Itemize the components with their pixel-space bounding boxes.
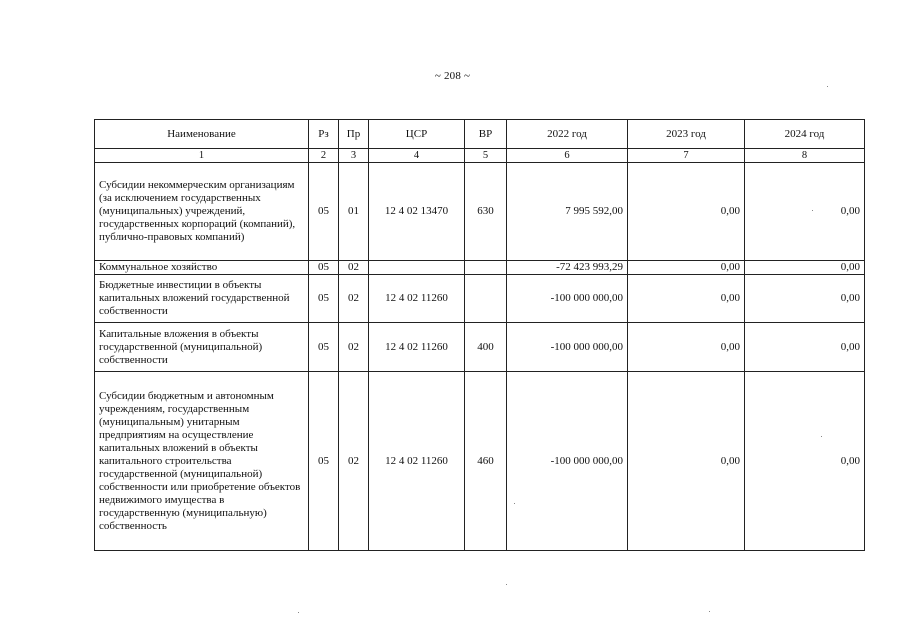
header-row bbox=[95, 120, 865, 149]
row-pr: 02 bbox=[339, 275, 369, 323]
column-number: 4 bbox=[369, 149, 465, 163]
row-rz: 05 bbox=[309, 163, 339, 261]
scan-speck bbox=[298, 612, 299, 613]
row-2022: -100 000 000,00 bbox=[507, 275, 628, 323]
scan-speck bbox=[514, 503, 515, 504]
column-number: 2 bbox=[309, 149, 339, 163]
scan-speck bbox=[709, 611, 710, 612]
column-number-row bbox=[95, 149, 865, 163]
column-number: 5 bbox=[465, 149, 507, 163]
table-row bbox=[95, 323, 865, 372]
header-vr: ВР bbox=[465, 120, 507, 149]
scan-speck bbox=[812, 210, 813, 211]
header-name: Наименование bbox=[95, 120, 309, 149]
row-name: Бюджетные инвестиции в объекты капитальных вложений государственной собственности bbox=[95, 275, 309, 323]
row-name: Капитальные вложения в объекты государственной (муниципальной) собственности bbox=[95, 323, 309, 372]
row-csr bbox=[369, 261, 465, 275]
budget-table bbox=[94, 119, 865, 551]
row-2023: 0,00 bbox=[628, 372, 745, 551]
row-2024: 0,00 bbox=[745, 261, 865, 275]
header-rz: Рз bbox=[309, 120, 339, 149]
column-number: 6 bbox=[507, 149, 628, 163]
table-row bbox=[95, 261, 865, 275]
header-2023: 2023 год bbox=[628, 120, 745, 149]
header-csr: ЦСР bbox=[369, 120, 465, 149]
row-rz: 05 bbox=[309, 323, 339, 372]
page-number: ~ 208 ~ bbox=[434, 70, 471, 82]
row-2022: 7 995 592,00 bbox=[507, 163, 628, 261]
row-pr: 02 bbox=[339, 372, 369, 551]
row-vr bbox=[465, 275, 507, 323]
table-row bbox=[95, 163, 865, 261]
column-number: 8 bbox=[745, 149, 865, 163]
table-row bbox=[95, 372, 865, 551]
row-csr: 12 4 02 11260 bbox=[369, 372, 465, 551]
table-row bbox=[95, 275, 865, 323]
row-vr bbox=[465, 261, 507, 275]
row-name: Субсидии бюджетным и автономным учреждениям, государственным (муниципальным) унитарным предприятиям на осуществление капитальных вложений в объекты капитального строительства государственной (муниципальной) собственности или приобретение объектов недвижимого имущества в государственную (муниципальную) собственность bbox=[95, 372, 309, 551]
row-name: Коммунальное хозяйство bbox=[95, 261, 309, 275]
row-csr: 12 4 02 13470 bbox=[369, 163, 465, 261]
row-vr: 400 bbox=[465, 323, 507, 372]
scan-speck bbox=[821, 436, 822, 437]
header-2022: 2022 год bbox=[507, 120, 628, 149]
row-pr: 01 bbox=[339, 163, 369, 261]
row-vr: 630 bbox=[465, 163, 507, 261]
scan-speck bbox=[506, 584, 507, 585]
row-2022: -72 423 993,29 bbox=[507, 261, 628, 275]
row-rz: 05 bbox=[309, 275, 339, 323]
row-2024: 0,00 bbox=[745, 372, 865, 551]
row-pr: 02 bbox=[339, 323, 369, 372]
row-csr: 12 4 02 11260 bbox=[369, 275, 465, 323]
row-rz: 05 bbox=[309, 261, 339, 275]
row-rz: 05 bbox=[309, 372, 339, 551]
row-2022: -100 000 000,00 bbox=[507, 323, 628, 372]
row-vr: 460 bbox=[465, 372, 507, 551]
column-number: 7 bbox=[628, 149, 745, 163]
row-2024: 0,00 bbox=[745, 163, 865, 261]
row-2022: -100 000 000,00 bbox=[507, 372, 628, 551]
header-2024: 2024 год bbox=[745, 120, 865, 149]
row-2024: 0,00 bbox=[745, 323, 865, 372]
row-2023: 0,00 bbox=[628, 163, 745, 261]
column-number: 1 bbox=[95, 149, 309, 163]
row-2023: 0,00 bbox=[628, 275, 745, 323]
row-name: Субсидии некоммерческим организациям (за исключением государственных (муниципальных) учреждений, государственных корпораций (компаний), публично-правовых компаний) bbox=[95, 163, 309, 261]
row-2024: 0,00 bbox=[745, 275, 865, 323]
row-2023: 0,00 bbox=[628, 261, 745, 275]
column-number: 3 bbox=[339, 149, 369, 163]
scan-speck bbox=[827, 86, 828, 87]
row-2023: 0,00 bbox=[628, 323, 745, 372]
row-pr: 02 bbox=[339, 261, 369, 275]
row-csr: 12 4 02 11260 bbox=[369, 323, 465, 372]
header-pr: Пр bbox=[339, 120, 369, 149]
